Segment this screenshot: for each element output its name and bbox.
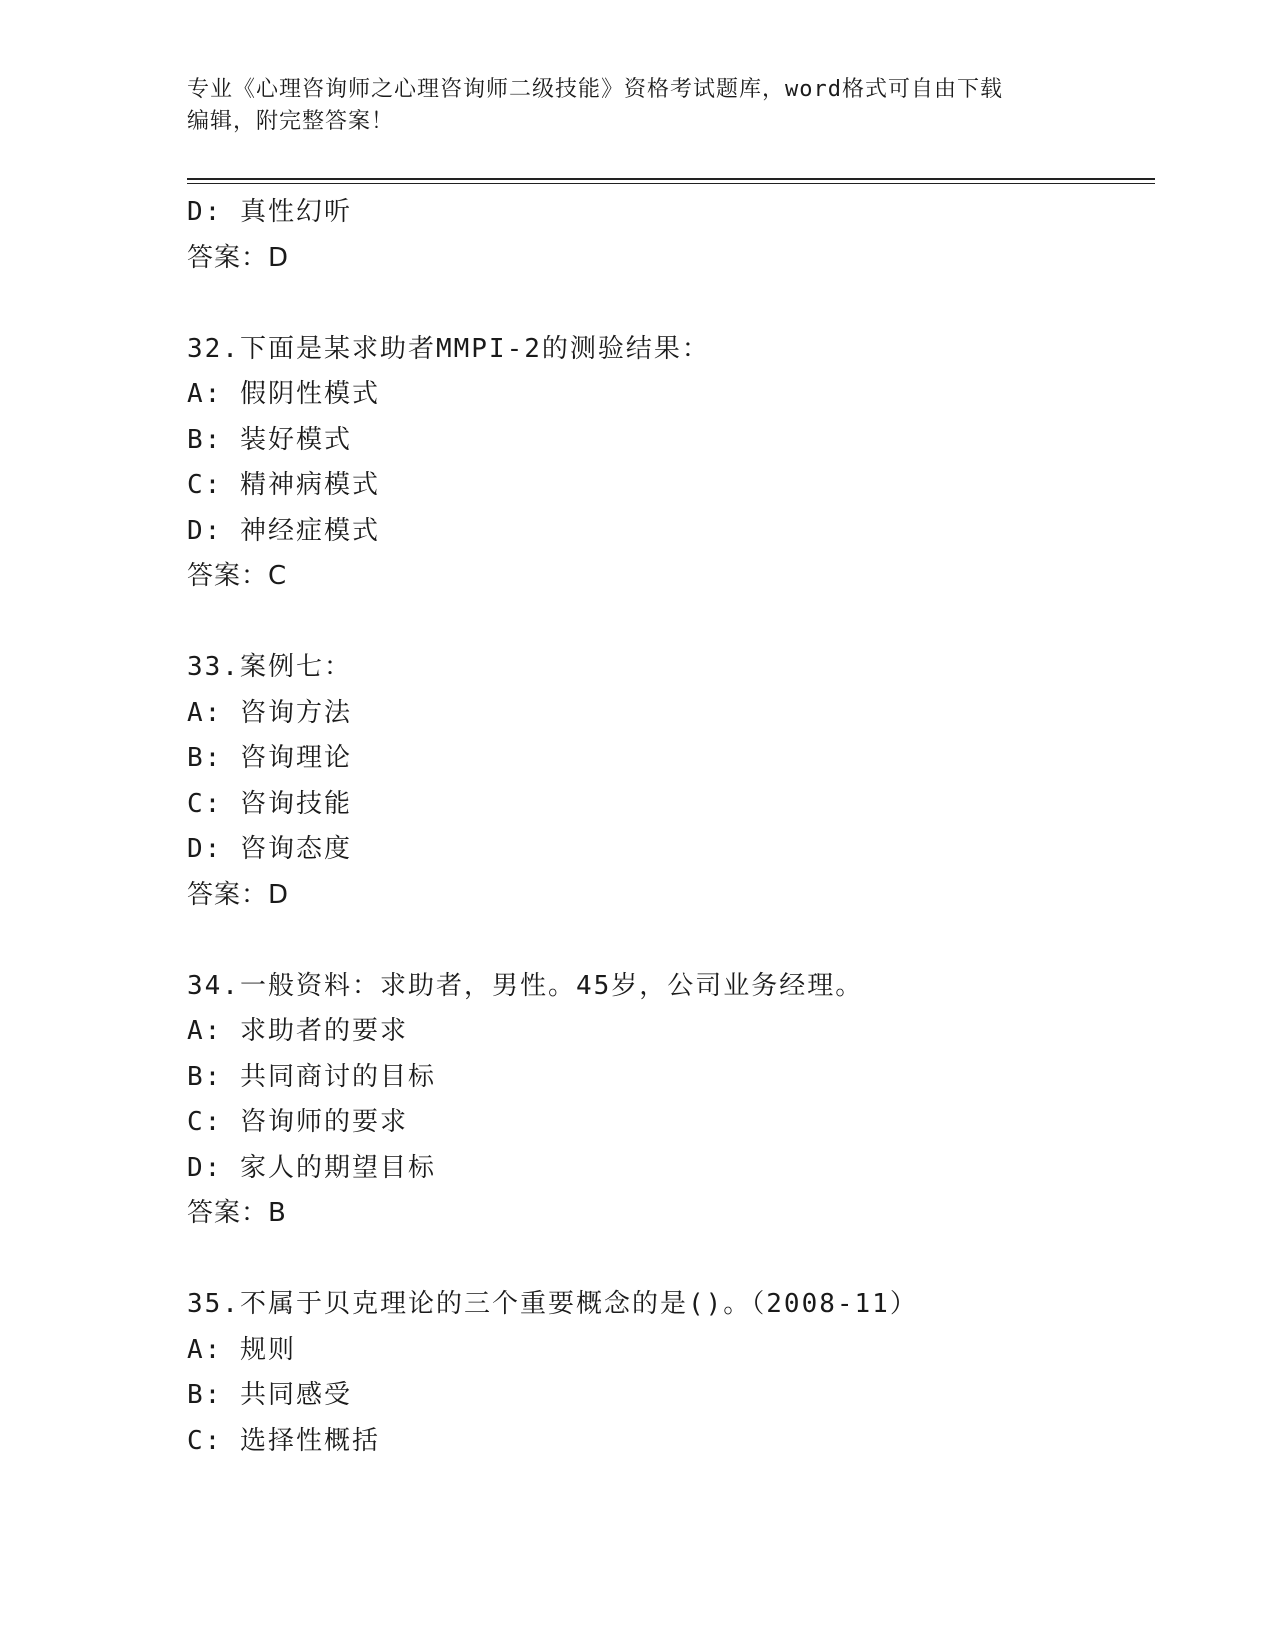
header-divider-thin [187, 183, 1155, 184]
option-c: C: 咨询师的要求 [187, 1107, 408, 1137]
answer-line: 答案：D [187, 242, 290, 273]
question-stem: 35.不属于贝克理论的三个重要概念的是()。（2008-11） [187, 1289, 918, 1319]
option-d: D: 真性幻听 [187, 197, 352, 227]
spacer [187, 1237, 1147, 1283]
spacer [187, 918, 1147, 964]
header-line-1: 专业《心理咨询师之心理咨询师二级技能》资格考试题库，word格式可自由下载 [187, 77, 1003, 102]
answer-line: 答案：B [187, 1198, 287, 1228]
question-list [187, 190, 1147, 1464]
header-line-2: 编辑，附完整答案！ [187, 109, 395, 134]
question-35 [187, 1282, 1147, 1464]
option-b: B: 共同商讨的目标 [187, 1061, 436, 1092]
option-d: D: 家人的期望目标 [187, 1152, 436, 1183]
question-33 [187, 645, 1147, 918]
option-a: A: 假阴性模式 [187, 379, 380, 409]
question-stem: 32.下面是某求助者MMPI-2的测验结果： [187, 333, 710, 364]
option-b: B: 共同感受 [187, 1380, 352, 1410]
question-stem: 34.一般资料：求助者，男性。45岁，公司业务经理。 [187, 970, 864, 1001]
question-stem: 33.案例七： [187, 652, 352, 682]
question-34 [187, 964, 1147, 1237]
spacer [187, 281, 1147, 327]
question-32 [187, 327, 1147, 600]
spacer [187, 600, 1147, 646]
document-header [187, 74, 1087, 138]
option-d: D: 咨询态度 [187, 834, 352, 864]
option-b: B: 咨询理论 [187, 743, 352, 773]
answer-line: 答案：C [187, 561, 288, 591]
option-a: A: 求助者的要求 [187, 1016, 408, 1046]
option-b: B: 装好模式 [187, 424, 352, 455]
option-c: C: 精神病模式 [187, 470, 380, 500]
option-a: A: 规则 [187, 1334, 296, 1365]
option-c: C: 选择性概括 [187, 1425, 380, 1456]
answer-line: 答案：D [187, 879, 290, 910]
option-a: A: 咨询方法 [187, 697, 352, 728]
option-c: C: 咨询技能 [187, 788, 352, 819]
option-d: D: 神经症模式 [187, 515, 380, 546]
header-divider-thick [187, 178, 1155, 180]
